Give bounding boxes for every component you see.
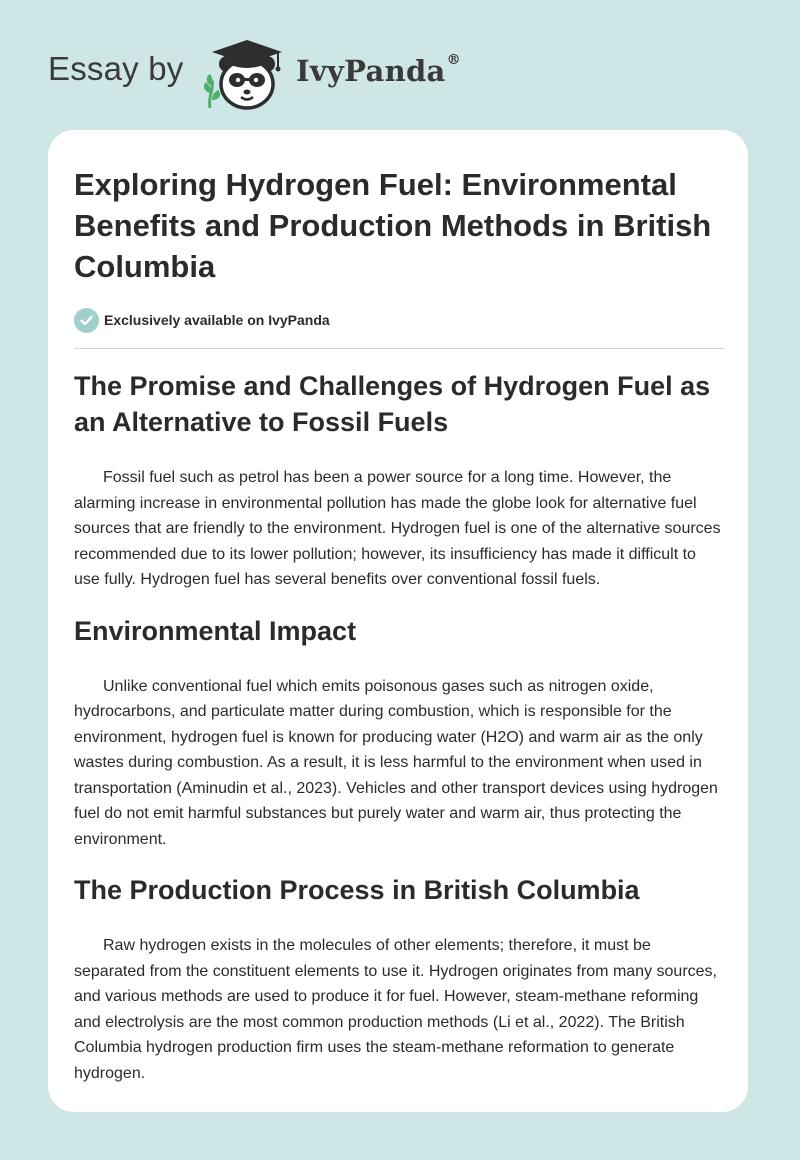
site-header <box>48 30 508 114</box>
essay-by-label: Essay by <box>48 50 184 87</box>
section-paragraph-promise: Fossil fuel such as petrol has been a power source for a long time. However, the alarming increase in environmental pollution has made the globe look for alternative fuel sources that are friendly to the environment. Hydrogen fuel is one of the alternative sources recommended due to its lower pollution; however, its insufficiency has made it difficult to use fully. Hydrogen fuel has several benefits over conventional fossil fuels. <box>74 469 721 588</box>
section-paragraph-production-process: Raw hydrogen exists in the molecules of other elements; therefore, it must be separated from the constituent elements to use it. Hydrogen originates from many sources, and various methods are used to produce it for fuel. However, steam-methane reforming and electrolysis are the most common production methods (Li et al., 2022). The British Columbia hydrogen production firm uses the steam-methane reformation to generate hydrogen. <box>74 937 717 1082</box>
article-title: Exploring Hydrogen Fuel: Environmental Benefits and Production Methods in British Columbia <box>74 167 712 284</box>
article-content <box>74 164 724 1086</box>
section-heading-environmental-impact: Environmental Impact <box>74 615 357 646</box>
section-heading-production-process: The Production Process in British Columbia <box>74 875 640 905</box>
brand-name[interactable]: IvyPanda® <box>296 52 461 88</box>
panda-graduate-icon[interactable] <box>200 34 290 114</box>
exclusive-badge <box>74 307 724 333</box>
check-icon <box>74 308 99 333</box>
article-card <box>48 130 748 1112</box>
section-heading-promise: The Promise and Challenges of Hydrogen Fuel as an Alternative to Fossil Fuels <box>74 371 711 437</box>
title-divider <box>74 348 724 349</box>
exclusive-badge-label: Exclusively available on IvyPanda <box>104 312 330 328</box>
section-paragraph-environmental-impact: Unlike conventional fuel which emits poisonous gases such as nitrogen oxide, hydrocarbons, and particulate matter during combustion, which is responsible for the environment, hydrogen fuel is known for producing water (H2O) and warm air as the only wastes during combustion. As a result, it is less harmful to the environment when used in transportation (Aminudin et al., 2023). Vehicles and other transport devices using hydrogen fuel do not emit harmful substances but purely water and warm air, thus protecting the environment. <box>74 677 718 848</box>
trademark-symbol: ® <box>446 52 461 68</box>
